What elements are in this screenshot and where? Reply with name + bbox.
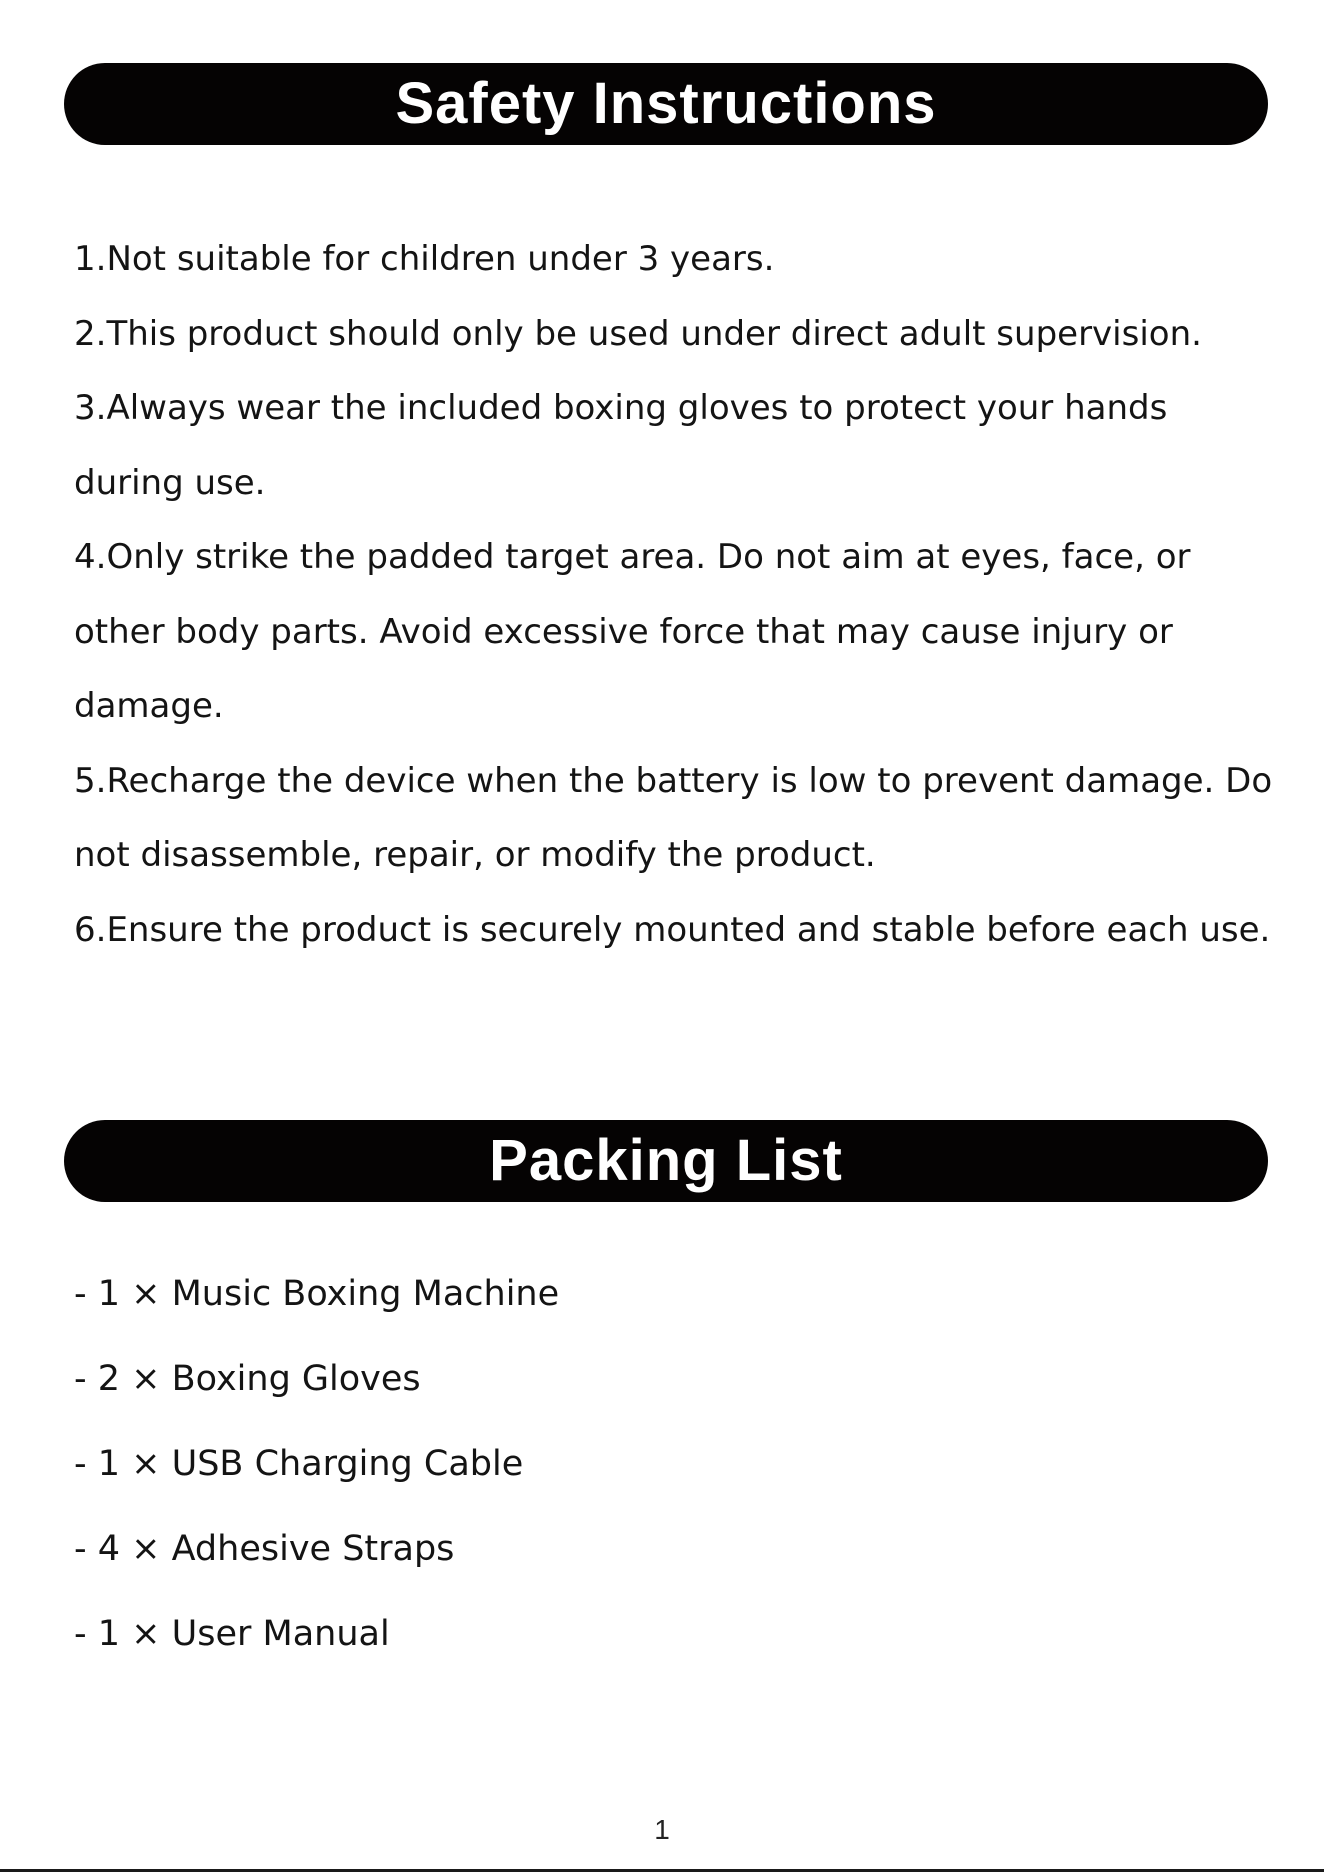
safety-item: 1.Not suitable for children under 3 years.	[74, 239, 775, 279]
safety-instructions-banner	[64, 63, 1268, 145]
packing-list-item: - 1 × USB Charging Cable	[74, 1444, 524, 1484]
packing-list	[74, 1252, 559, 1677]
safety-instructions-list	[74, 222, 1274, 967]
packing-list-item: - 4 × Adhesive Straps	[74, 1529, 455, 1569]
safety-item: 3.Always wear the included boxing gloves to protect your hands during use.	[74, 388, 1168, 503]
packing-list-heading: Packing List	[489, 1128, 843, 1193]
safety-item: 5.Recharge the device when the battery is low to prevent damage. Do not disassemble, repair, or modify the product.	[74, 760, 1273, 875]
page-number: 1	[654, 1814, 670, 1845]
packing-list-item: - 2 × Boxing Gloves	[74, 1359, 421, 1399]
packing-list-item: - 1 × User Manual	[74, 1614, 390, 1654]
safety-instructions-heading: Safety Instructions	[395, 71, 937, 136]
safety-item: 4.Only strike the padded target area. Do not aim at eyes, face, or other body parts. Avoid excessive force that may cause injury or damage.	[74, 537, 1191, 726]
packing-list-item: - 1 × Music Boxing Machine	[74, 1274, 560, 1314]
safety-item: 2.This product should only be used under direct adult supervision.	[74, 313, 1202, 354]
safety-item: 6.Ensure the product is securely mounted and stable before each use.	[74, 909, 1271, 950]
packing-list-banner	[64, 1120, 1268, 1202]
